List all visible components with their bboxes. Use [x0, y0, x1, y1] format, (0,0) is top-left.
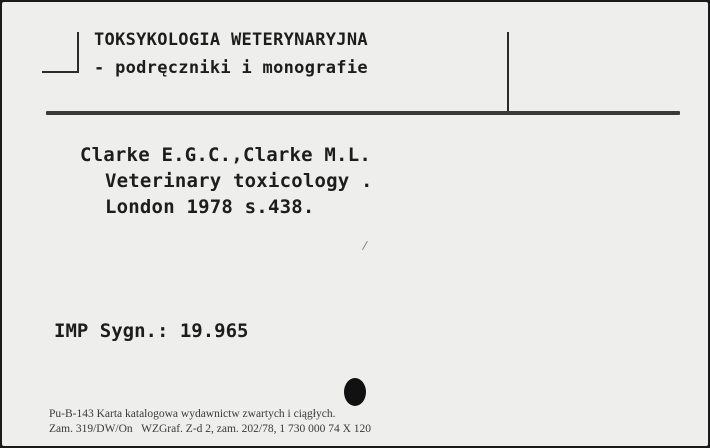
entry-imprint: London 1978 s.438.	[105, 196, 315, 218]
header-bracket-vertical	[77, 32, 79, 72]
header-rule	[46, 111, 680, 115]
category-subtitle: - podręczniki i monografie	[94, 58, 368, 78]
punch-hole	[344, 378, 366, 406]
pen-mark	[362, 241, 373, 253]
category-title: TOKSYKOLOGIA WETERYNARYJNA	[94, 30, 368, 50]
header-bracket-horizontal	[42, 71, 79, 73]
entry-title: Veterinary toxicology .	[105, 170, 373, 192]
catalog-card	[2, 2, 708, 446]
footer-line-1: Pu-B-143 Karta katalogowa wydawnictw zwartych i ciągłych.	[49, 408, 336, 420]
header-divider-vertical	[507, 32, 509, 112]
entry-authors: Clarke E.G.C.,Clarke M.L.	[80, 144, 371, 166]
call-number: IMP Sygn.: 19.965	[54, 320, 249, 342]
footer-line-2: Zam. 319/DW/On WZGraf. Z-d 2, zam. 202/78, 1 730 000 74 X 120	[49, 423, 372, 435]
